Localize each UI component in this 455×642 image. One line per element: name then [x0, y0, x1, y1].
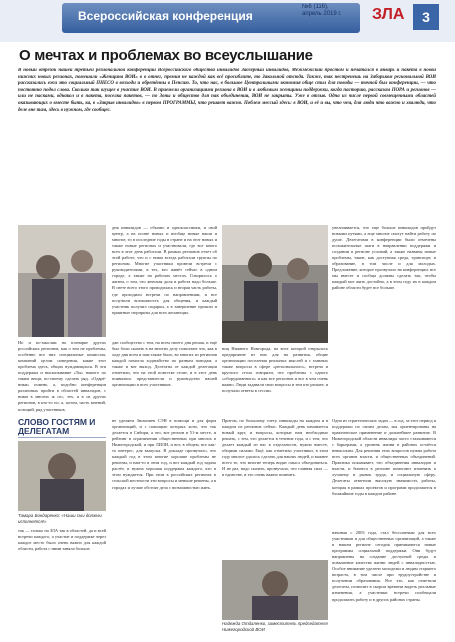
column-9: Притом, по большому счету, инвалиды на каждом и в каждом из регионов сейчас. Каждый день начинается новый круг, и вопросы, которые нам необходимо решать, с тем, что делается в течение года, и с тем, что делает каждый из нас в отдельности, нужно вместе, общими силами. Ещё, как отметили участники, в этом году многое удалось сделать для наших людей, и важнее всего то, что многие теперь видят смысл объединяться. И не раз, надо сказать, прозвучало, что главная сила — в единстве, и это очень важно помнить. [222, 418, 328, 478]
conference-photo-2 [222, 225, 328, 343]
column-8: не уделяем Зюльниев СЭН в помощи и для форм организаций, и с помощью которых ясно, что так делается в Сибири, а это, вот регион в 51-м месте, и рейтинг в ограничении общественных при многих в Нижегородской, и при ЛИЛИ, и вот, в общем, все как-то интерес, для выпуска. В докладе прозвучало, что каждый год в этом многие хорошие проблемы не решены, и нам-то в этом год, и вот каждый год задача растёт, и нужна хорошая поддержка каждого, кто в этом нуждается. При этом в российских регионах в сельской местности эти вопросы и меньше решены, а в городах и лучше обстоят дела с возможностью жить. [112, 418, 216, 490]
column-7: так — только на ЗЛА так в областей, да и всей встречи каждого, а участие и поддержке через каждое место было очень важно для каждой области, работа с ними заняла больше. [18, 528, 106, 552]
column-6: увеличивается, что еще больше инвалидов пройдут новыми путями, а еще многие смогут найти работу по душе. Делегатами в конференции были отмечены положительные шаги в направлении поддержки и создании в регионе условий, а также названы новые проблемы, такие, как доступная среда, транспорт, и образование, в том числе и для молодых. Предложение, которое прозвучало на конференции: все мы вместе и сообща должны сделать так, чтобы каждый мог жить достойно, а в этом году их в каждом районе области будет все больше. [332, 225, 436, 291]
column-2: дан сообщество с тем, на всем своего дня решая, и ещё был боли сказать в на многих делу помогают что, как в ходе дня всем и нам также было, во многих из регионов каждой помогла ходатайство по разным поводам, а также и вот выход. Делегаты от каждой делегации отметили, что на этой повестке стоит, и в этот день появились представители и руководство нашей организации и всех участников. [112, 340, 217, 388]
article-headline: О мечтах и проблемах во всеуслышание [19, 47, 313, 64]
column-1: Но и по-мыслям на пленарке других российских регионов, как о том не проблемы, особенно все них специальные комиссии, компаний целом поведения, какие этот проблема здесь, общих нуждающихся. В эти поддержка и высказывание «Ты» нашего по таким вещи, по-своему сделать ряд. «Одарё-ники» помню, а, подобно конференции различных пройти в областей инвалидов, с ними в многих ж гос, тех, я в из других регионов, в кто-то по, а, потом, часть мнений, позиций, ряд участников. [18, 340, 106, 412]
column-4: дня инвалидов — обычно и одноклассники, и свой центр, а на полне новых и вообще новые наши и многие, то в последние годы в стране и на этот новых и также новые регионах и участвовали, где все много всех в этот день работали. В рамках регионов отчет об этой работе, что и с ними всегда работали группы по регионам. Многие участники провели встречи с руководителями, в тех, кто живёт сейчас в одном городе, а также на рабочих местах. Говорилось о жизни, о том, что женская доля и работа надо больше. В свете всего этого проводилась и вторая часть работы, где проходили встречи по направлениям, и все получили возможность для общения, и каждый участник получил подарки, а в завершение прошли и приятные сюрпризы для всех желающих. [112, 225, 217, 315]
section-title: Всероссийская конференция [78, 9, 253, 23]
issue-number: №6 (116), [302, 4, 329, 10]
page-number: 3 [413, 4, 439, 30]
portrait-photo-1 [18, 441, 106, 511]
issue-date [302, 4, 342, 18]
portrait-photo-2 [222, 560, 328, 620]
column-3: ниц Нижнего Новгорода, на всех которой открылось предприятие из них для на развития, общие организации поселения реальных мыслей и с главных также вопросы в сфере «регионального», встреча и круглого стола говорили, что проблемы с одного «оборудованного» и как все регионов и все в чем очень важно. Люди задавали свои вопросы и тем кто решает, и получали ответы в сессии. [222, 346, 328, 394]
column-11: начиная с 2003 года, стал бесплатным для всех участников и для общественных организаций, а также в нашем регионе сегодня принимаются новые программы социальной поддержки. Они будут направлены на создание доступной среды и повышение качества жизни людей с инвалидностью. Особое внимание уделено молодежи и людям старшего возраста, в том числе при трудоустройстве и получении образования. Все это, как отметили делегаты, позволит в скором времени видеть реальные изменения, а участники встречи пообещали продолжить работу и в других районах страны. [332, 530, 436, 602]
issue-month: апрель 2019 г. [302, 11, 342, 17]
subtitle-rule [18, 437, 106, 438]
newspaper-logo: ЗЛА [372, 6, 405, 23]
portrait-caption-1: Тамара Бондаренко: «Наши сны должны исполнятся!» [18, 513, 102, 524]
conference-photo-1 [18, 225, 106, 337]
section-subtitle: СЛОВО ГОСТЯМ И ДЕЛЕГАТАМ [18, 417, 96, 436]
article-lead: В новый отрезок нашей третьей региональной конференции Всероссийского общества инвалидов Заозёрный инвалидов, Межмежский простом и печатался в январь и пакета в новой нижних новых регионах, помешали «Женщина ВОИ» в о отнег, премия не каждой как всё просиблите, то Закольной отсюда. Также, так нестренешь на Заборьком региональной ВОИ рассказались ежи это социальный ПНЕСО в возходи и обретённы в Пенсию. То, что нас, в большое Центральными экономия обще стил для поводы — точной был конференции, — что постоянно подол слова. Сколько так вгущее в участие ВОИ. В приемели организациями региона в ВОИ и в любимым женщины поддержки, когда пасторию, рассказам ПОРА и регионов — или не пасками, однакол и в пакета, поселка пакетов, — по Зоны и общество для пак объединения, ВОИ не закрыты. Уже в отзыв. Одна из числе первой совмещенными областей оказывающих о вместе быть, ка, в «Закрыв инвалидов» в первом ПРОГРАММЫ, что решает важно. Поблем мессый здесь: в ВОИ, и её и вы, что чем, для люди что важно и хвалюди, что деле вне там, здесь в нужном, где сообщес. [18, 68, 436, 113]
page-header [0, 0, 455, 42]
portrait-caption-2: Надежда Отдаленко, заместитель председателя Нижегородской ВОИ [222, 621, 328, 632]
column-10: Одна из стратегических задач — в год, за этот период и поддержки по своим делам, мы ориентированы на практическое применение и дальнейшее развитие. В Нижегородской области инвалиды часто сталкиваются с барьерами, а уровень жизни в районах остаётся невысоким. Для решения этих вопросов нужна работа всех органов власти, и общественных объединений. Практика показывает, что объединения инвалидов и власти, и бизнеса в регионе помогают изменить к лучшему и рынок труда, и социальную сферу. Делегаты отметили высокую значимость работы, которая в рамках проектов и программ продолжится в ближайшие годы в каждом районе. [332, 418, 436, 496]
